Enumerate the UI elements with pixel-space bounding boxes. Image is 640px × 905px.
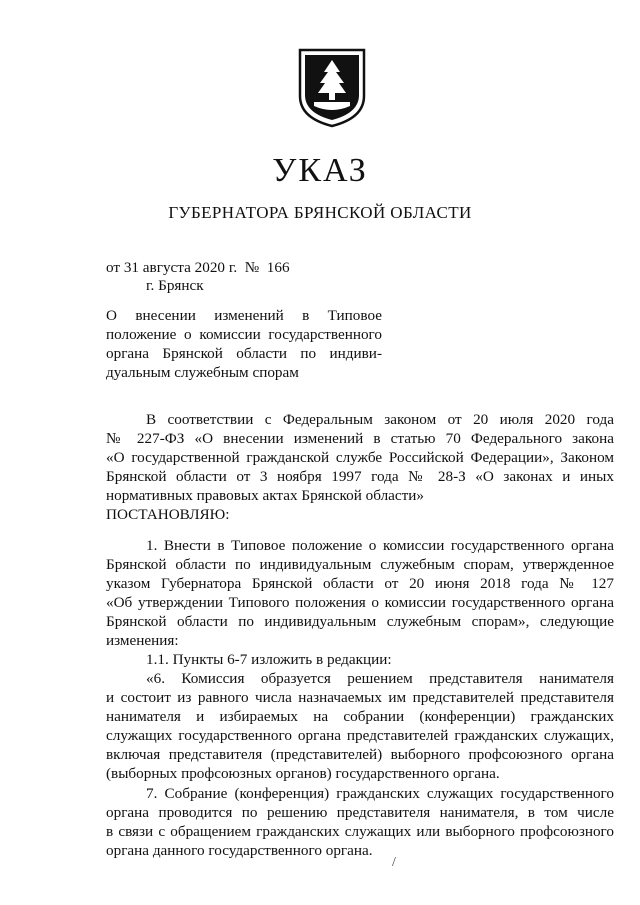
point7-line: органа проводится по решению представителя нанимателя, в том числе (106, 804, 614, 821)
document-subtitle: ГУБЕРНАТОРА БРЯНСКОЙ ОБЛАСТИ (168, 203, 472, 222)
item11-line: 1.1. Пункты 6-7 изложить в редакции: (146, 651, 392, 668)
point6-line: включая представителя (представителей) выборного профсоюзного органа (106, 746, 614, 763)
point6-line: нанимателя и избираемых на собрании (конференции) гражданских (106, 708, 614, 725)
caption-line: органа Брянской области по индиви- (106, 345, 382, 362)
point6-line: (выборных профсоюзных органов) государственного органа. (106, 765, 500, 782)
preamble-line: № 227-ФЗ «О внесении изменений в статью 70 Федерального закона (106, 430, 614, 447)
preamble-line: В соответствии с Федеральным законом от 20 июля 2020 года (146, 411, 614, 428)
caption-line: О внесении изменений в Типовое (106, 307, 382, 324)
footer-mark: / (392, 855, 396, 870)
date-number-line: от 31 августа 2020 г. № 166 (106, 259, 290, 276)
coat-of-arms-icon (296, 46, 368, 128)
item1-line: «Об утверждении Типового положения о комиссии государственного органа (106, 594, 614, 611)
preamble-line: Брянской области от 3 ноября 1997 года № 28-З «О законах и иных (106, 468, 614, 485)
item1-line: Брянской области по индивидуальным служебным спорам, утвержденное (106, 556, 614, 573)
decree-word: ПОСТАНОВЛЯЮ: (106, 506, 230, 523)
place-line: г. Брянск (146, 277, 204, 294)
item1-line: изменения: (106, 632, 179, 649)
caption-line: дуальным служебным спорам (106, 364, 299, 381)
preamble-line: «О государственной гражданской службе Российской Федерации», Законом (106, 449, 614, 466)
document-title: УКАЗ (272, 152, 368, 189)
point7-line: органа данного государственного органа. (106, 842, 373, 859)
point7-line: в связи с обращением гражданских служащих или выборного профсоюзного (106, 823, 614, 840)
point7-line: 7. Собрание (конференция) гражданских служащих государственного (146, 785, 614, 802)
point6-line: служащих государственного органа представителей гражданских служащих, (106, 727, 614, 744)
point6-line: «6. Комиссия образуется решением представителя нанимателя (146, 670, 614, 687)
caption-line: положение о комиссии государственного (106, 326, 382, 343)
preamble-line: нормативных правовых актах Брянской области» (106, 487, 425, 504)
item1-line: Брянской области по индивидуальным служебным спорам», следующие (106, 613, 614, 630)
item1-line: 1. Внести в Типовое положение о комиссии государственного органа (146, 537, 614, 554)
point6-line: и состоит из равного числа назначаемых им представителей представителя (106, 689, 614, 706)
item1-line: указом Губернатора Брянской области от 20 июня 2018 года № 127 (106, 575, 614, 592)
